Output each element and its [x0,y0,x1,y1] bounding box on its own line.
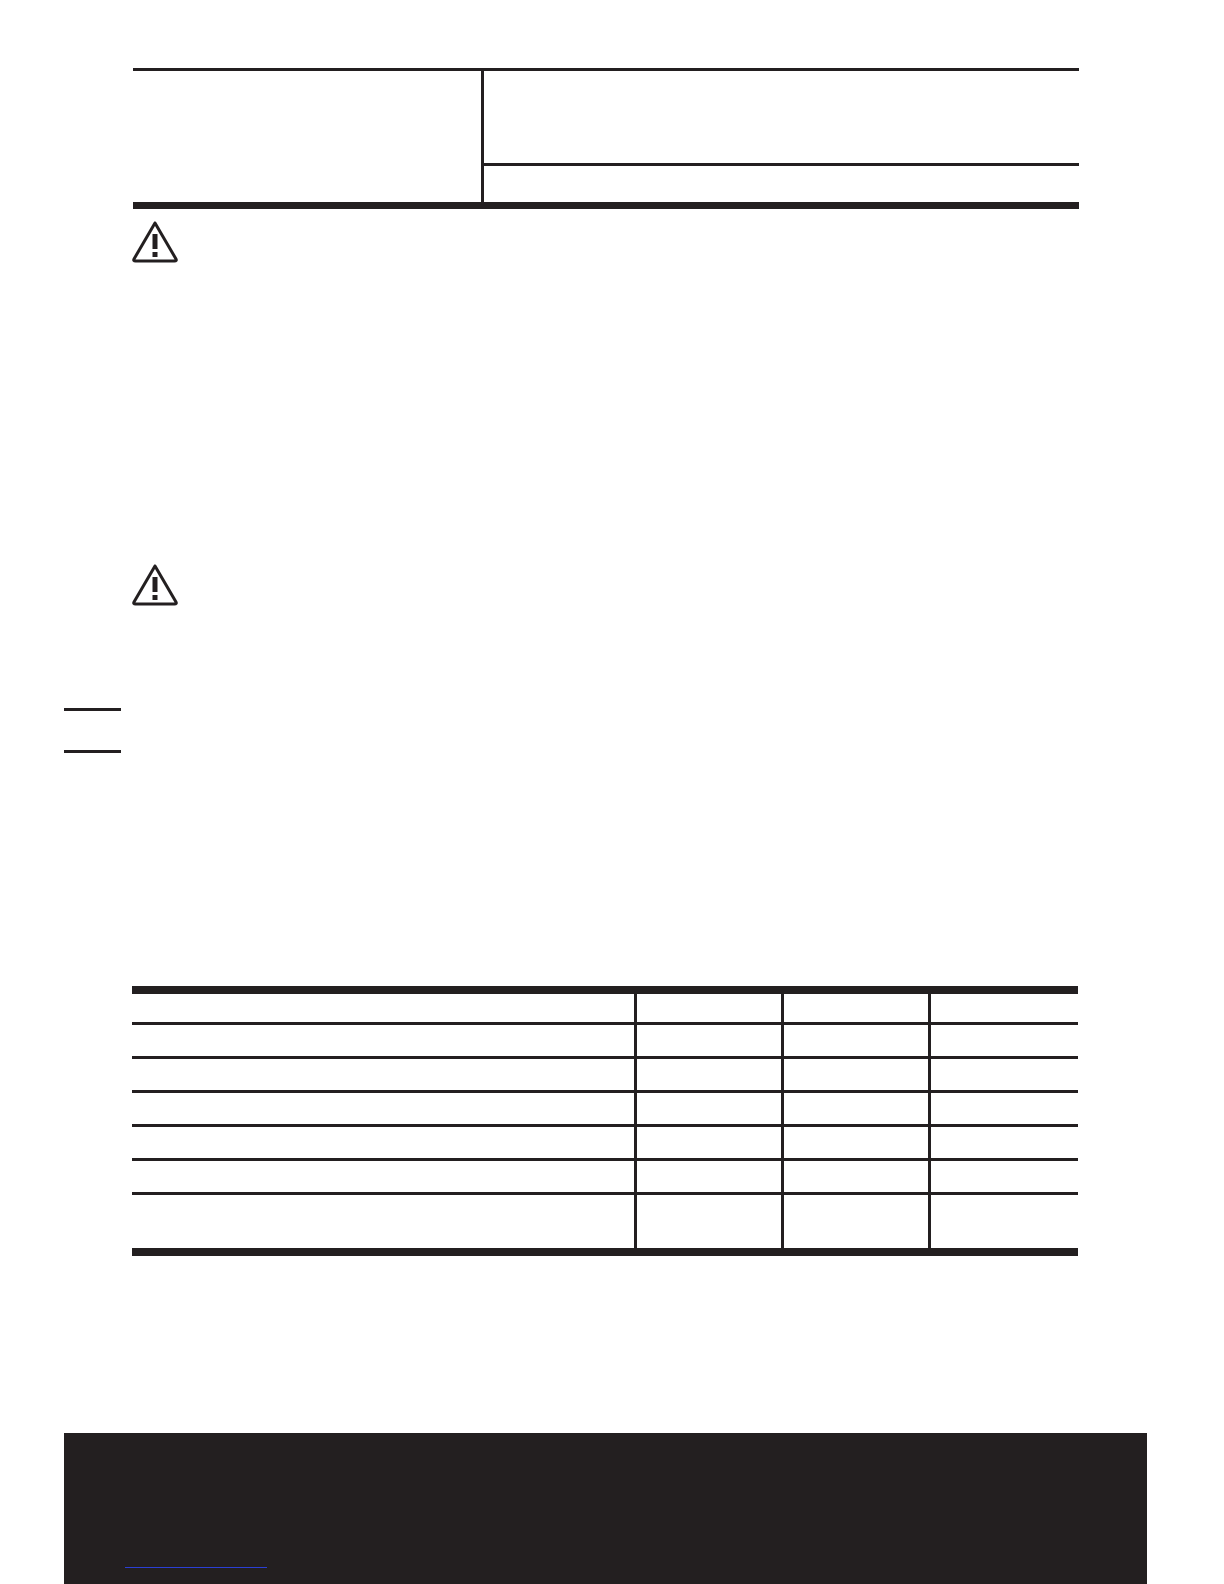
table-cell [635,1125,782,1159]
table-row [132,1023,1078,1057]
table-cell [782,1057,929,1091]
table-cell [929,1057,1078,1091]
table-row [132,1125,1078,1159]
table-cell [132,1057,635,1091]
footer-text [125,1453,1125,1553]
warning-triangle-icon [131,220,179,264]
table-row [132,1159,1078,1193]
table-row [132,1193,1078,1252]
header-bottom-rule [133,202,1079,209]
table-cell [132,1023,635,1057]
header-block [133,68,1079,208]
warning-text-2 [190,567,1078,667]
table-row [132,1057,1078,1091]
table-cell [929,1125,1078,1159]
table-cell [635,1023,782,1057]
header-right-bottom-cell [485,166,1079,202]
spec-table-container [132,986,1078,1256]
margin-mark [64,708,121,711]
table-cell [132,1125,635,1159]
table-cell [782,1091,929,1125]
header-right-top-cell [485,71,1079,163]
table-cell [635,1159,782,1193]
table-cell [929,1159,1078,1193]
table-row [132,1091,1078,1125]
warning-text-1 [190,224,1078,524]
table-cell [929,990,1078,1023]
header-column-divider [481,68,484,202]
table-cell [782,1159,929,1193]
table-cell [929,1091,1078,1125]
table-cell [635,1057,782,1091]
table-cell [782,990,929,1023]
table-cell [782,1125,929,1159]
table-cell [635,1193,782,1252]
header-left-cell [133,71,479,202]
table-cell [635,990,782,1023]
margin-mark [64,750,121,753]
table-cell [132,990,635,1023]
table-cell [635,1091,782,1125]
table-cell [782,1193,929,1252]
footer-band [64,1433,1147,1584]
warning-triangle-icon [131,563,179,607]
table-cell [132,1193,635,1252]
table-header-row [132,990,1078,1023]
table-cell [132,1159,635,1193]
spec-table [132,986,1078,1256]
table-cell [132,1091,635,1125]
table-cell [782,1023,929,1057]
table-cell [929,1023,1078,1057]
table-cell [929,1193,1078,1252]
footer-link[interactable] [125,1567,267,1568]
